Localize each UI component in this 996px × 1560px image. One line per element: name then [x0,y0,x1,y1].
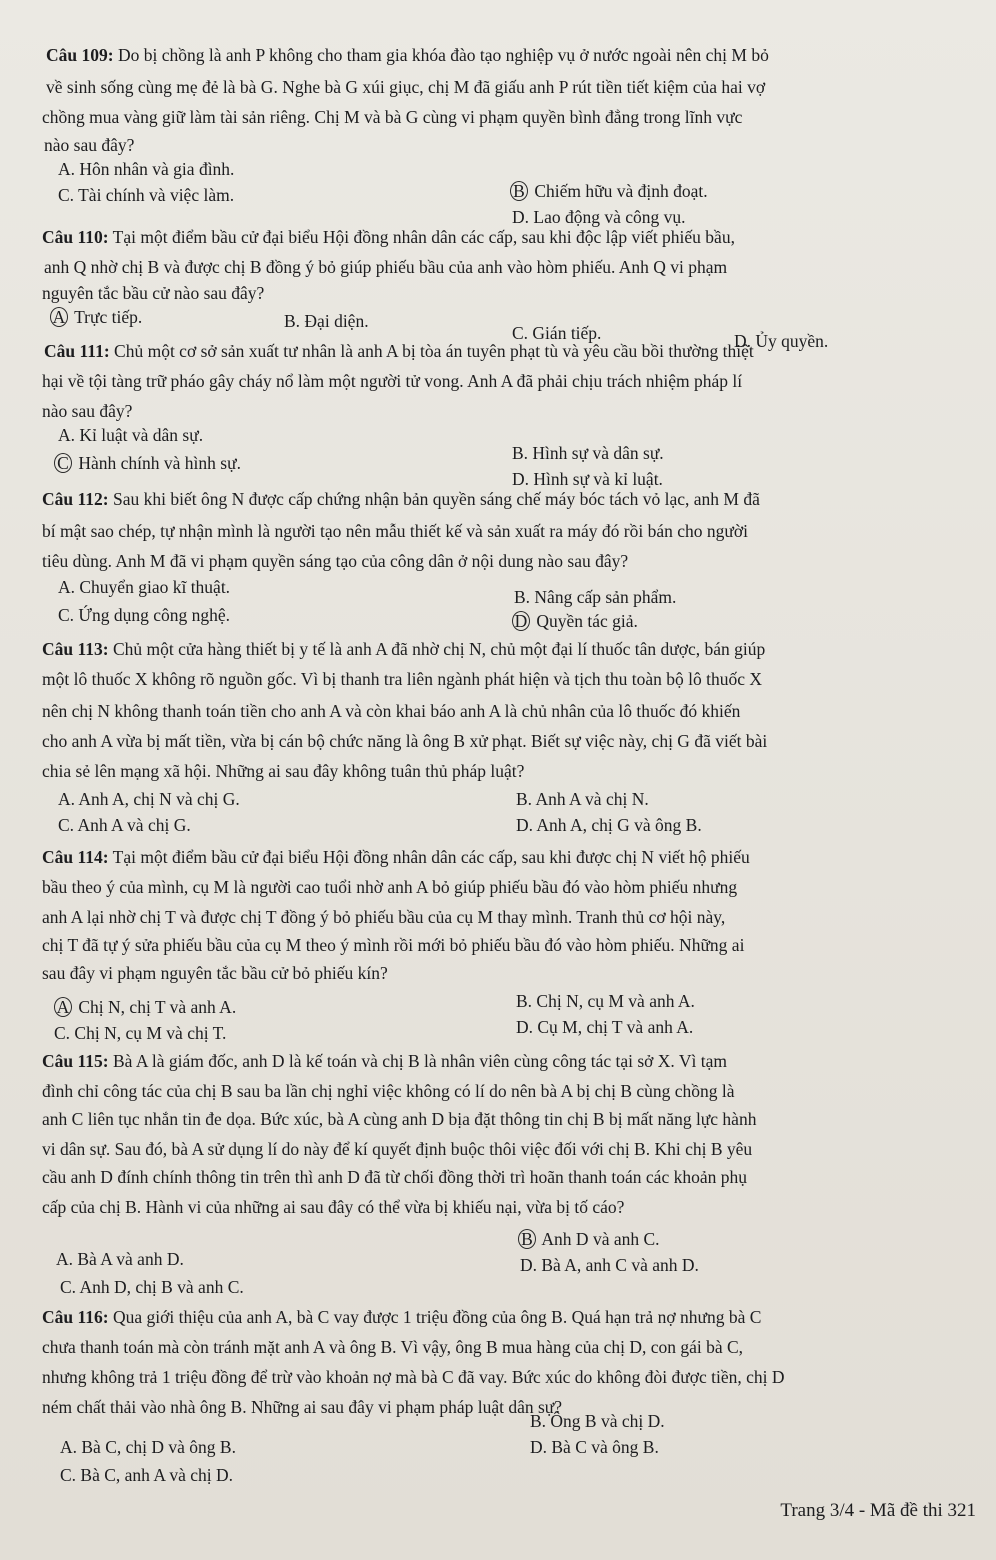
option-b: B. Chị N, cụ M và anh A. [516,991,695,1011]
question-text-line: một lô thuốc X không rõ nguồn gốc. Vì bị thanh tra liên ngành phát hiện và tịch thu toàn bộ lô thuốc X [42,669,762,689]
option-c: C. Tài chính và việc làm. [58,185,235,205]
question-text-line: chồng mua vàng giữ làm tài sản riêng. Chị M và bà G cùng vi phạm quyền bình đẳng trong lĩnh vực [42,107,743,127]
question-text-line: nhưng không trả 1 triệu đồng để trừ vào khoản nợ mà bà C đã vay. Bức xúc do không đòi được tiền, chị D [42,1367,785,1387]
option-b: B Chiếm hữu và định đoạt. [510,180,708,202]
question-text-line: nên chị N không thanh toán tiền cho anh A và còn khai báo anh A là chủ nhân của lô thuốc đó khiến [42,701,741,721]
question-text-line: cho anh A vừa bị mất tiền, vừa bị cán bộ chức năng là ông B xử phạt. Biết sự việc này, chị G đã viết bài [42,731,768,751]
question-text-line: Câu 112: Sau khi biết ông N được cấp chứng nhận bản quyền sáng chế máy bóc tách vỏ lạc, anh M đã [42,489,760,509]
option-d: D. Cụ M, chị T và anh A. [516,1017,694,1037]
option-a: A. Chuyển giao kĩ thuật. [58,577,231,597]
question-text-line: cấp của chị B. Hành vi của những ai sau đây có thể vừa bị khiếu nại, vừa bị tố cáo? [42,1197,625,1217]
option-d: D. Lao động và công vụ. [512,207,686,227]
option-d: D. Bà A, anh C và anh D. [520,1255,699,1275]
circled-letter-a: A [54,997,72,1017]
option-a: A. Anh A, chị N và chị G. [58,789,240,809]
question-text-line: bí mật sao chép, tự nhận mình là người tạo nên mẫu thiết kế và sản xuất ra máy đó rồi bán cho người [42,521,748,541]
question-text-line: Câu 113: Chủ một cửa hàng thiết bị y tế là anh A đã nhờ chị N, chủ một đại lí thuốc tân dược, bán giúp [42,639,766,659]
option-b: B. Nâng cấp sản phẩm. [514,587,677,607]
question-text-line: Câu 116: Qua giới thiệu của anh A, bà C vay được 1 triệu đồng của ông B. Quá hạn trả nợ nhưng bà C [42,1307,762,1327]
question-text-line: ném chất thải vào nhà ông B. Những ai sau đây vi phạm pháp luật dân sự? [42,1397,563,1417]
option-d: D. Hình sự và kỉ luật. [512,469,663,489]
option-a: A. Kỉ luật và dân sự. [58,425,204,445]
option-a: A Trực tiếp. [50,306,142,328]
question-text-line: hại về tội tàng trữ pháo gây cháy nổ làm một người tử vong. Anh A đã phải chịu trách nhiệm pháp lí [42,371,743,391]
option-c: C. Ứng dụng công nghệ. [58,605,231,625]
question-text-line: sau đây vi phạm nguyên tắc bầu cử bỏ phiếu kín? [42,963,388,983]
option-b: B. Hình sự và dân sự. [512,443,664,463]
question-text-line: anh Q nhờ chị B và được chị B đồng ý bỏ giúp phiếu bầu của anh vào hòm phiếu. Anh Q vi phạm [44,257,728,277]
option-c: C. Chị N, cụ M và chị T. [54,1023,227,1043]
question-text-line: Câu 111: Chủ một cơ sở sản xuất tư nhân là anh A bị tòa án tuyên phạt tù và yêu cầu bồi thường thiệt [44,341,754,361]
option-d: D. Ủy quyền. [734,331,829,351]
option-b: B. Anh A và chị N. [516,789,649,809]
option-c: C. Anh D, chị B và anh C. [60,1277,244,1297]
option-b: B Anh D và anh C. [518,1228,660,1250]
question-text-line: về sinh sống cùng mẹ đẻ là bà G. Nghe bà G xúi giục, chị M đã giấu anh P rút tiền tiết kiệm của hai vợ [46,77,766,97]
question-text-line: anh A lại nhờ chị T và được chị T đồng ý bỏ phiếu bầu của cụ M thay mình. Tranh thủ cơ hội này, [42,907,726,927]
option-c: C Hành chính và hình sự. [54,452,241,474]
question-text-line: đình chỉ công tác của chị B sau ba lần chị nghỉ việc không có lí do nên bà A bị chị B cùng chồng là [42,1081,735,1101]
option-d: D Quyền tác giả. [512,610,638,632]
option-c: C. Bà C, anh A và chị D. [60,1465,234,1485]
option-b: B. Đại diện. [284,311,369,331]
option-a: A. Hôn nhân và gia đình. [58,159,235,179]
question-text-line: chưa thanh toán mà còn tránh mặt anh A và ông B. Vì vậy, ông B mua hàng của chị D, con gái bà C, [42,1337,744,1357]
option-a: A. Bà A và anh D. [56,1249,184,1269]
question-text-line: anh C liên tục nhắn tin đe dọa. Bức xúc, bà A cùng anh D bịa đặt thông tin chị B bị mất năng lực hành [42,1109,757,1129]
option-a: A Chị N, chị T và anh A. [54,996,236,1018]
circled-letter-b: B [518,1229,536,1249]
question-text-line: Câu 115: Bà A là giám đốc, anh D là kế toán và chị B là nhân viên cùng công tác tại sở X. Vì tạm [42,1051,727,1071]
option-a: A. Bà C, chị D và ông B. [60,1437,236,1457]
question-text-line: vi dân sự. Sau đó, bà A sử dụng lí do này để kí quyết định buộc thôi việc đối với chị B. Khi chị B yêu [42,1139,753,1159]
question-text-line: bầu theo ý của mình, cụ M là người cao tuổi nhờ anh A bỏ giúp phiếu bầu đó vào hòm phiếu nhưng [42,877,738,897]
option-d: D. Bà C và ông B. [530,1437,659,1457]
question-text-line: Câu 109: Do bị chồng là anh P không cho tham gia khóa đào tạo nghiệp vụ ở nước ngoài nên chị M bỏ [46,45,769,65]
question-text-line: nào sau đây? [42,401,133,421]
option-c: C. Gián tiếp. [512,323,602,343]
circled-letter-c: C [54,453,72,473]
question-text-line: nào sau đây? [44,135,135,155]
option-b: B. Ông B và chị D. [530,1411,665,1431]
option-c: C. Anh A và chị G. [58,815,191,835]
question-text-line: cầu anh D đính chính thông tin trên thì anh D đã từ chối đồng thời trì hoãn thanh toán các khoản phụ [42,1167,747,1187]
question-text-line: Câu 110: Tại một điểm bầu cử đại biểu Hội đồng nhân dân các cấp, sau khi độc lập viết phiếu bầu, [42,227,735,247]
option-d: D. Anh A, chị G và ông B. [516,815,702,835]
question-text-line: Câu 114: Tại một điểm bầu cử đại biểu Hội đồng nhân dân các cấp, sau khi được chị N viết hộ phiếu [42,847,750,867]
circled-letter-d: D [512,611,530,631]
question-text-line: tiêu dùng. Anh M đã vi phạm quyền sáng tạo của công dân ở nội dung nào sau đây? [42,551,629,571]
page-footer: Trang 3/4 - Mã đề thi 321 [780,1500,976,1521]
question-text-line: chị T đã tự ý sửa phiếu bầu của cụ M theo ý mình rồi mới bỏ phiếu bầu đó vào hòm phiếu. Những ai [42,935,745,955]
question-text-line: nguyên tắc bầu cử nào sau đây? [42,283,265,303]
circled-letter-b: B [510,181,528,201]
circled-letter-a: A [50,307,68,327]
question-text-line: chia sẻ lên mạng xã hội. Những ai sau đây không tuân thủ pháp luật? [42,761,525,781]
